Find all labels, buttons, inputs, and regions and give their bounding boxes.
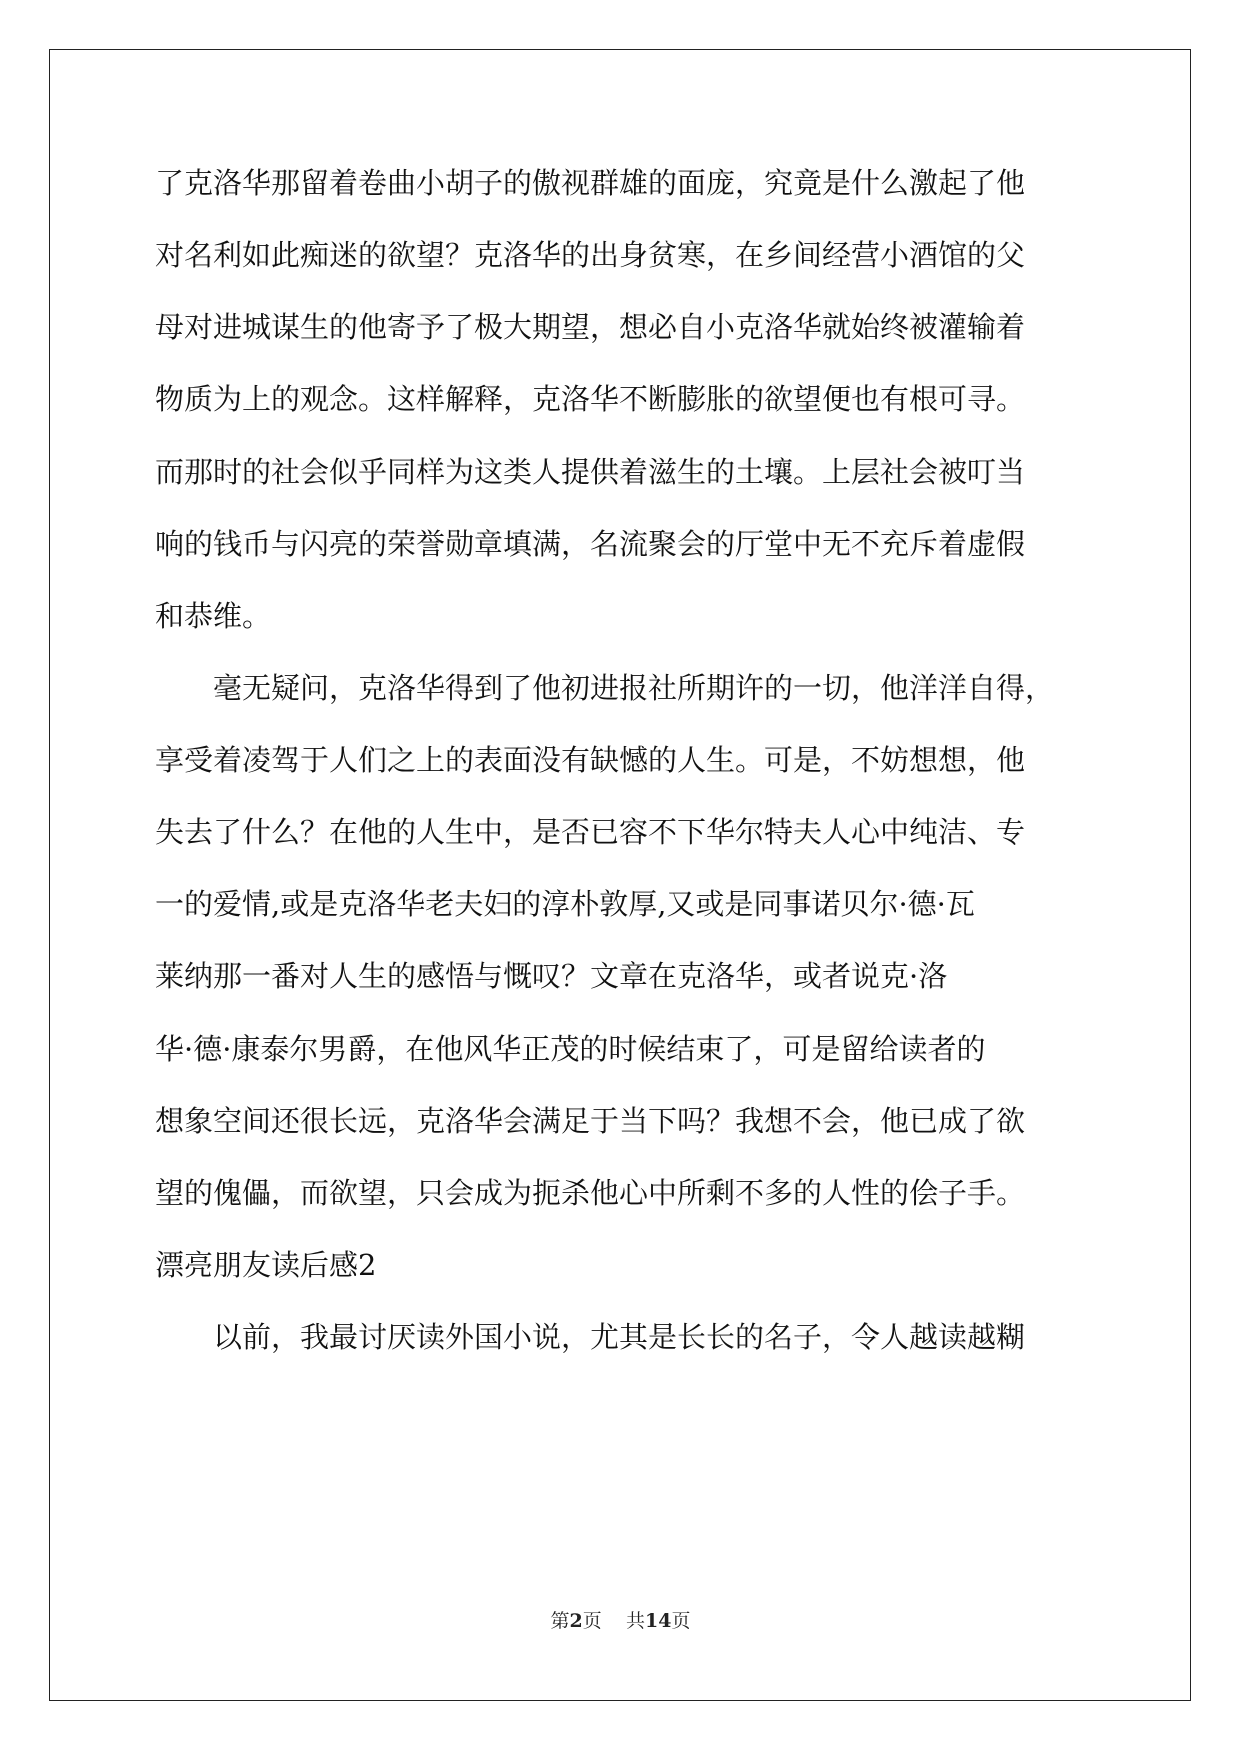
footer-total-pages: 14: [644, 1610, 672, 1632]
text-line: 失去了什么？在他的人生中，是否已容不下华尔特夫人心中纯洁、专: [155, 815, 1026, 849]
text-line: 了克洛华那留着卷曲小胡子的傲视群雄的面庞，究竟是什么激起了他: [155, 166, 1026, 200]
text-line: 莱纳那一番对人生的感悟与慨叹？文章在克洛华，或者说克·洛: [155, 959, 948, 993]
footer-page-number: 2: [569, 1610, 583, 1632]
text-line: 想象空间还很长远，克洛华会满足于当下吗？我想不会，他已成了欲: [155, 1104, 1026, 1138]
text-line: 望的傀儡，而欲望，只会成为扼杀他心中所剩不多的人性的侩子手。: [155, 1176, 1026, 1210]
text-line: 华·德·康泰尔男爵，在他风华正茂的时候结束了，可是留给读者的: [155, 1032, 986, 1066]
footer-prefix: 第: [550, 1610, 570, 1632]
footer-page-suffix: 页: [582, 1610, 602, 1632]
page-footer: [0, 1609, 1241, 1633]
paragraph-first-line: 以前，我最讨厌读外国小说，尤其是长长的名子，令人越读越糊: [213, 1320, 1026, 1354]
text-line: 物质为上的观念。这样解释，克洛华不断膨胀的欲望便也有根可寻。: [155, 382, 1026, 416]
paragraph-first-line: 毫无疑问，克洛华得到了他初进报社所期许的一切，他洋洋自得，: [213, 671, 1055, 705]
text-line: 而那时的社会似乎同样为这类人提供着滋生的土壤。上层社会被叮当: [155, 455, 1026, 489]
section-heading: 漂亮朋友读后感2: [155, 1248, 377, 1282]
text-line: 享受着凌驾于人们之上的表面没有缺憾的人生。可是，不妨想想，他: [155, 743, 1026, 777]
text-line: 响的钱币与闪亮的荣誉勋章填满，名流聚会的厅堂中无不充斥着虚假: [155, 527, 1026, 561]
footer-total-prefix: 共: [625, 1610, 645, 1632]
page-border: [49, 49, 1191, 1701]
text-line: 和恭维。: [155, 599, 272, 633]
text-line: 对名利如此痴迷的欲望？克洛华的出身贫寒，在乡间经营小酒馆的父: [155, 238, 1026, 272]
text-line: 母对进城谋生的他寄予了极大期望，想必自小克洛华就始终被灌输着: [155, 310, 1026, 344]
text-line: 一的爱情,或是克洛华老夫妇的淳朴敦厚,又或是同事诺贝尔·德·瓦: [155, 887, 975, 921]
footer-total-suffix: 页: [671, 1610, 691, 1632]
